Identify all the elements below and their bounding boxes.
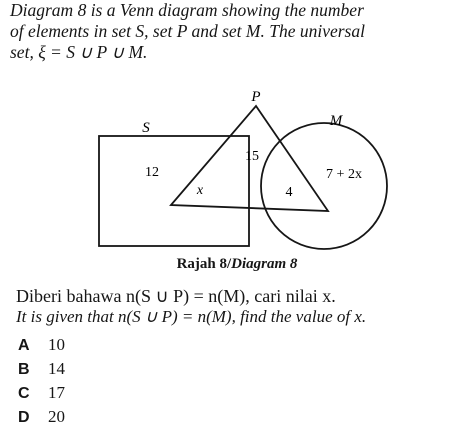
option-value: 10 bbox=[48, 335, 65, 354]
option-letter: C bbox=[18, 385, 30, 402]
region-m-only: 7 + 2x bbox=[326, 167, 362, 182]
venn-diagram bbox=[0, 80, 474, 260]
diagram-caption bbox=[0, 256, 474, 273]
option-value: 14 bbox=[48, 359, 65, 378]
option-letter: D bbox=[18, 409, 30, 426]
question-english: It is given that n(S ∪ P) = n(M), find the value of x. bbox=[16, 307, 367, 326]
intro-line-1: Diagram 8 is a Venn diagram showing the number bbox=[10, 0, 364, 20]
option-a[interactable] bbox=[18, 333, 65, 357]
question-text bbox=[16, 285, 471, 327]
region-p-and-m: 4 bbox=[285, 185, 293, 200]
region-s-only: 12 bbox=[145, 165, 159, 180]
set-m-circle bbox=[261, 123, 387, 249]
set-m-label: M bbox=[329, 113, 343, 129]
caption-english: Diagram 8 bbox=[231, 256, 298, 272]
set-s-rectangle bbox=[99, 136, 249, 246]
question-intro bbox=[10, 0, 470, 63]
option-value: 17 bbox=[48, 383, 65, 402]
set-s-label: S bbox=[142, 120, 150, 136]
region-s-and-p: x bbox=[196, 183, 204, 198]
option-letter: A bbox=[18, 337, 30, 354]
question-malay: Diberi bahawa n(S ∪ P) = n(M), cari nilai x. bbox=[16, 286, 336, 306]
intro-line-3: set, ξ = S ∪ P ∪ M. bbox=[10, 42, 148, 62]
answer-options bbox=[18, 333, 65, 429]
option-letter: B bbox=[18, 361, 30, 378]
option-b[interactable] bbox=[18, 357, 65, 381]
option-d[interactable] bbox=[18, 405, 65, 429]
option-c[interactable] bbox=[18, 381, 65, 405]
region-p-only: 15 bbox=[245, 149, 259, 164]
set-p-label: P bbox=[251, 89, 261, 105]
option-value: 20 bbox=[48, 407, 65, 426]
intro-line-2: of elements in set S, set P and set M. The universal bbox=[10, 21, 365, 41]
caption-malay: Rajah 8/ bbox=[176, 256, 232, 272]
